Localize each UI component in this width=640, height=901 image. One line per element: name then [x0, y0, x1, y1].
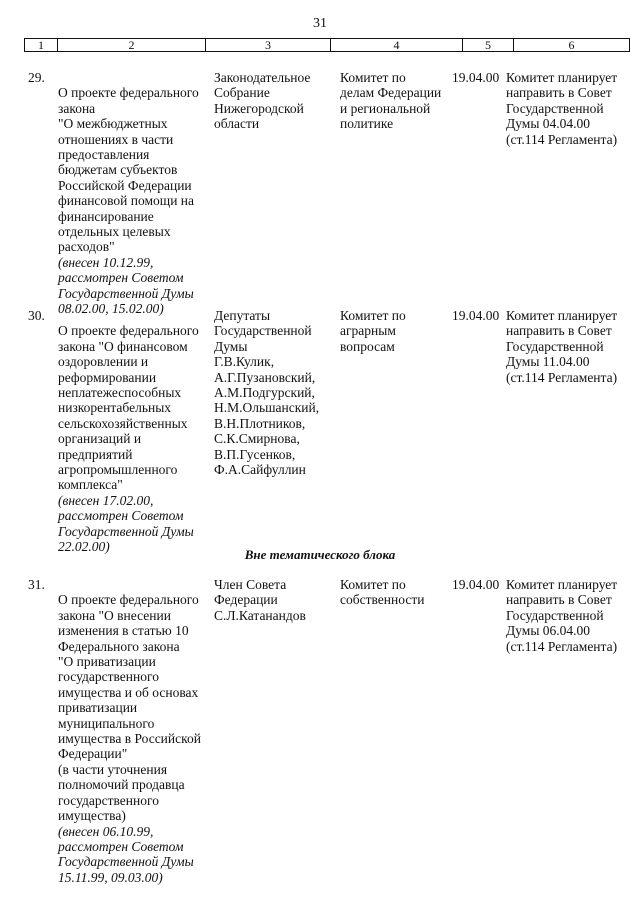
review-date: 19.04.00: [452, 70, 500, 85]
committee: Комитет по аграрным вопросам: [340, 308, 406, 354]
submission-note: (внесен 10.12.99, рассмотрен Советом Государственной Думы 08.02.00, 15.02.00): [58, 254, 194, 317]
column-header-1: 1: [25, 39, 58, 52]
column-header-6: 6: [514, 39, 630, 52]
bill-title: [58, 308, 208, 570]
review-date: 19.04.00: [452, 308, 500, 323]
bill-title-text: О проекте федерального закона "О внесении изменения в статью 10 Федерального закона "О приватизации государственного имущества и об основах приватизации муниципального имущества в Российской Федерации" (в части уточнения полномочий продавца государственного имущества): [58, 592, 201, 824]
committee-plan: Комитет планирует направить в Совет Государственной Думы 11.04.00 (ст.114 Регламента): [506, 308, 618, 385]
committee-plan: Комитет планирует направить в Совет Государственной Думы 06.04.00 (ст.114 Регламента): [506, 577, 618, 654]
submission-note: (внесен 06.10.99, рассмотрен Советом Государственной Думы 15.11.99, 09.03.00): [58, 823, 194, 885]
bill-title: [58, 70, 208, 332]
initiator: Депутаты Государственной Думы Г.В.Кулик, А.Г.Пузановский, А.М.Подгурский, Н.М.Ольшанский, В.Н.Плотников, С.К.Смирнова, В.П.Гусенков, Ф.А.Сайфуллин: [214, 308, 320, 478]
submission-note: (внесен 17.02.00, рассмотрен Советом Государственной Думы 22.02.00): [58, 492, 194, 555]
row-number: 30.: [28, 308, 45, 323]
row-number: 31.: [28, 577, 45, 592]
column-header-3: 3: [206, 39, 331, 52]
page-number: 31: [313, 16, 327, 31]
bill-title-text: О проекте федерального закона "О межбюджетных отношениях в части предоставления бюджетам субъектов Российской Федерации финансовой помощи на финансирование отдельных целевых расходов": [58, 85, 199, 255]
review-date: 19.04.00: [452, 577, 500, 592]
section-heading: Вне тематического блока: [244, 547, 396, 562]
column-header-row: [24, 38, 630, 52]
column-header-5: 5: [463, 39, 514, 52]
column-header-4: 4: [331, 39, 463, 52]
column-header-2: 2: [58, 39, 206, 52]
row-number: 29.: [28, 70, 45, 85]
committee-plan: Комитет планирует направить в Совет Государственной Думы 04.04.00 (ст.114 Регламента): [506, 70, 618, 147]
bill-title: [58, 577, 208, 901]
committee: Комитет по собственности: [340, 577, 425, 608]
committee: Комитет по делам Федерации и региональной политике: [340, 70, 442, 132]
bill-title-text: О проекте федерального закона "О финансовом оздоровлении и реформировании неплатежеспособных низкорентабельных сельскохозяйственных организаций и предприятий агропромышленного комплекса": [58, 323, 199, 493]
initiator: Член Совета Федерации С.Л.Катанандов: [214, 577, 306, 623]
initiator: Законодательное Собрание Нижегородской области: [214, 70, 311, 132]
